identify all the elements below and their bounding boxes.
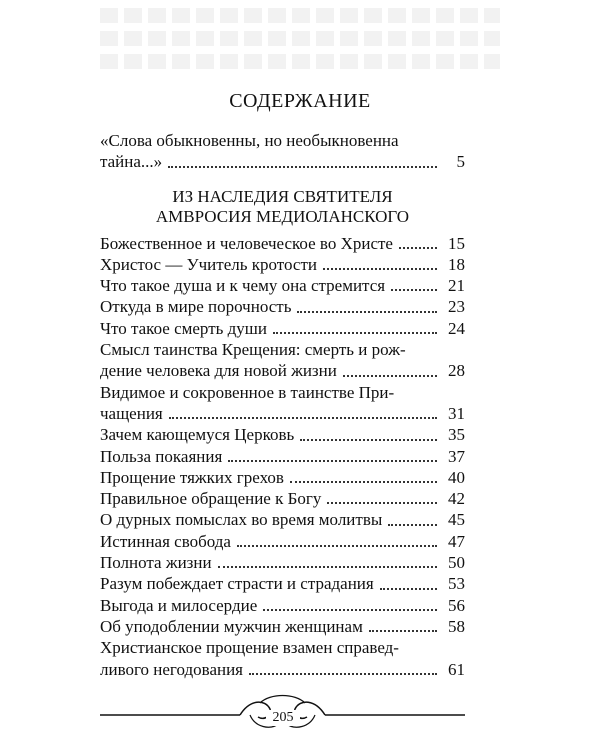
toc-entry — [100, 424, 465, 445]
toc-entry — [100, 403, 465, 424]
toc-entry-page: 35 — [448, 425, 465, 445]
leader-dots — [297, 310, 437, 313]
leader-dots — [327, 501, 437, 504]
toc-entries — [100, 233, 465, 680]
toc-entry-page: 24 — [448, 318, 465, 338]
toc-entry-page: 23 — [448, 297, 465, 317]
leader-dots — [249, 672, 437, 675]
toc-entry-page: 47 — [448, 531, 465, 551]
toc-entry — [100, 659, 465, 680]
leader-dots — [323, 267, 437, 270]
toc-entry-title: тайна...» — [100, 152, 163, 172]
leader-dots — [169, 416, 437, 419]
leader-dots — [237, 544, 437, 547]
section-heading-line: ИЗ НАСЛЕДИЯ СВЯТИТЕЛЯ — [172, 186, 393, 206]
leader-dots — [273, 331, 437, 334]
toc-entry-title: Разум побеждает страсти и страдания — [100, 574, 374, 594]
leader-dots — [399, 246, 437, 249]
toc-entry — [100, 488, 465, 509]
toc-entry-page: 56 — [448, 595, 465, 615]
toc-entry-title: Об уподоблении мужчин женщинам — [100, 616, 363, 636]
toc-entry-title: О дурных помыслах во время молитвы — [100, 510, 383, 530]
toc-entry-title: Божественное и человеческое во Христе — [100, 233, 393, 253]
toc-entry-title: чащения — [100, 403, 163, 423]
toc-entry-page: 58 — [448, 616, 465, 636]
toc-entry — [100, 509, 465, 530]
toc-entry — [100, 233, 465, 254]
toc-entry-page: 50 — [448, 553, 465, 573]
toc-entry — [100, 360, 465, 381]
toc-entry-title: Правильное обращение к Богу — [100, 489, 322, 509]
toc-entry-page: 53 — [448, 574, 465, 594]
toc-entry — [100, 616, 465, 637]
leader-dots — [300, 438, 437, 441]
leader-dots — [290, 480, 437, 483]
toc-entry-page: 5 — [456, 152, 465, 172]
leader-dots — [380, 587, 437, 590]
toc-entry-line: Христианское прощение взамен справед- — [100, 638, 399, 658]
toc-entry — [100, 446, 465, 467]
toc-entry-title: Выгода и милосердие — [100, 595, 258, 615]
toc-entry-page: 28 — [448, 361, 465, 381]
toc-entry-title: Прощение тяжких грехов — [100, 467, 284, 487]
toc-entry-title: ливого негодования — [100, 659, 244, 679]
toc-intro-line: «Слова обыкновенны, но необыкновенна — [100, 131, 399, 150]
toc-entry — [100, 151, 465, 172]
toc-entry-page: 45 — [448, 510, 465, 530]
leader-dots — [391, 288, 437, 291]
toc-entry-page: 15 — [448, 233, 465, 253]
toc-entry-title: Откуда в мире порочность — [100, 297, 292, 317]
toc-entry — [100, 318, 465, 339]
toc-entry-title: Польза покаяния — [100, 446, 223, 466]
toc-entry-title: Что такое смерть души — [100, 318, 267, 338]
page-number: 205 — [266, 710, 300, 726]
toc-entry-title: Христос — Учитель кротости — [100, 254, 317, 274]
toc-entry-page: 31 — [448, 403, 465, 423]
toc-entry-title: дение человека для новой жизни — [100, 361, 337, 381]
toc-entry — [100, 552, 465, 573]
leader-dots — [343, 374, 437, 377]
toc-entry-page: 37 — [448, 446, 465, 466]
leader-dots — [369, 629, 437, 632]
toc-entry — [100, 595, 465, 616]
toc-entry-page: 40 — [448, 467, 465, 487]
toc-entry-page: 42 — [448, 489, 465, 509]
toc-entry — [100, 275, 465, 296]
leader-dots — [218, 565, 437, 568]
toc-entry-title: Полнота жизни — [100, 553, 212, 573]
table-of-contents — [100, 130, 465, 680]
leader-dots — [228, 459, 437, 462]
toc-entry — [100, 296, 465, 317]
toc-entry-page: 61 — [448, 659, 465, 679]
leader-dots — [388, 523, 437, 526]
toc-entry-page: 21 — [448, 276, 465, 296]
toc-entry — [100, 467, 465, 488]
toc-entry-line: Видимое и сокровенное в таинстве При- — [100, 382, 395, 402]
toc-entry-title: Истинная свобода — [100, 531, 231, 551]
toc-entry-page: 18 — [448, 254, 465, 274]
bleed-through-text — [100, 0, 500, 70]
toc-entry-title: Зачем кающемуся Церковь — [100, 425, 295, 445]
page-title: СОДЕРЖАНИЕ — [229, 90, 371, 112]
toc-entry — [100, 573, 465, 594]
section-heading-line: АМВРОСИЯ МЕДИОЛАНСКОГО — [155, 206, 410, 226]
toc-entry-line: Смысл таинства Крещения: смерть и рож- — [100, 340, 406, 360]
toc-entry — [100, 254, 465, 275]
section-heading — [100, 187, 465, 227]
toc-entry — [100, 531, 465, 552]
toc-entry-title: Что такое душа и к чему она стремится — [100, 276, 386, 296]
leader-dots — [168, 165, 437, 168]
leader-dots — [263, 608, 437, 611]
